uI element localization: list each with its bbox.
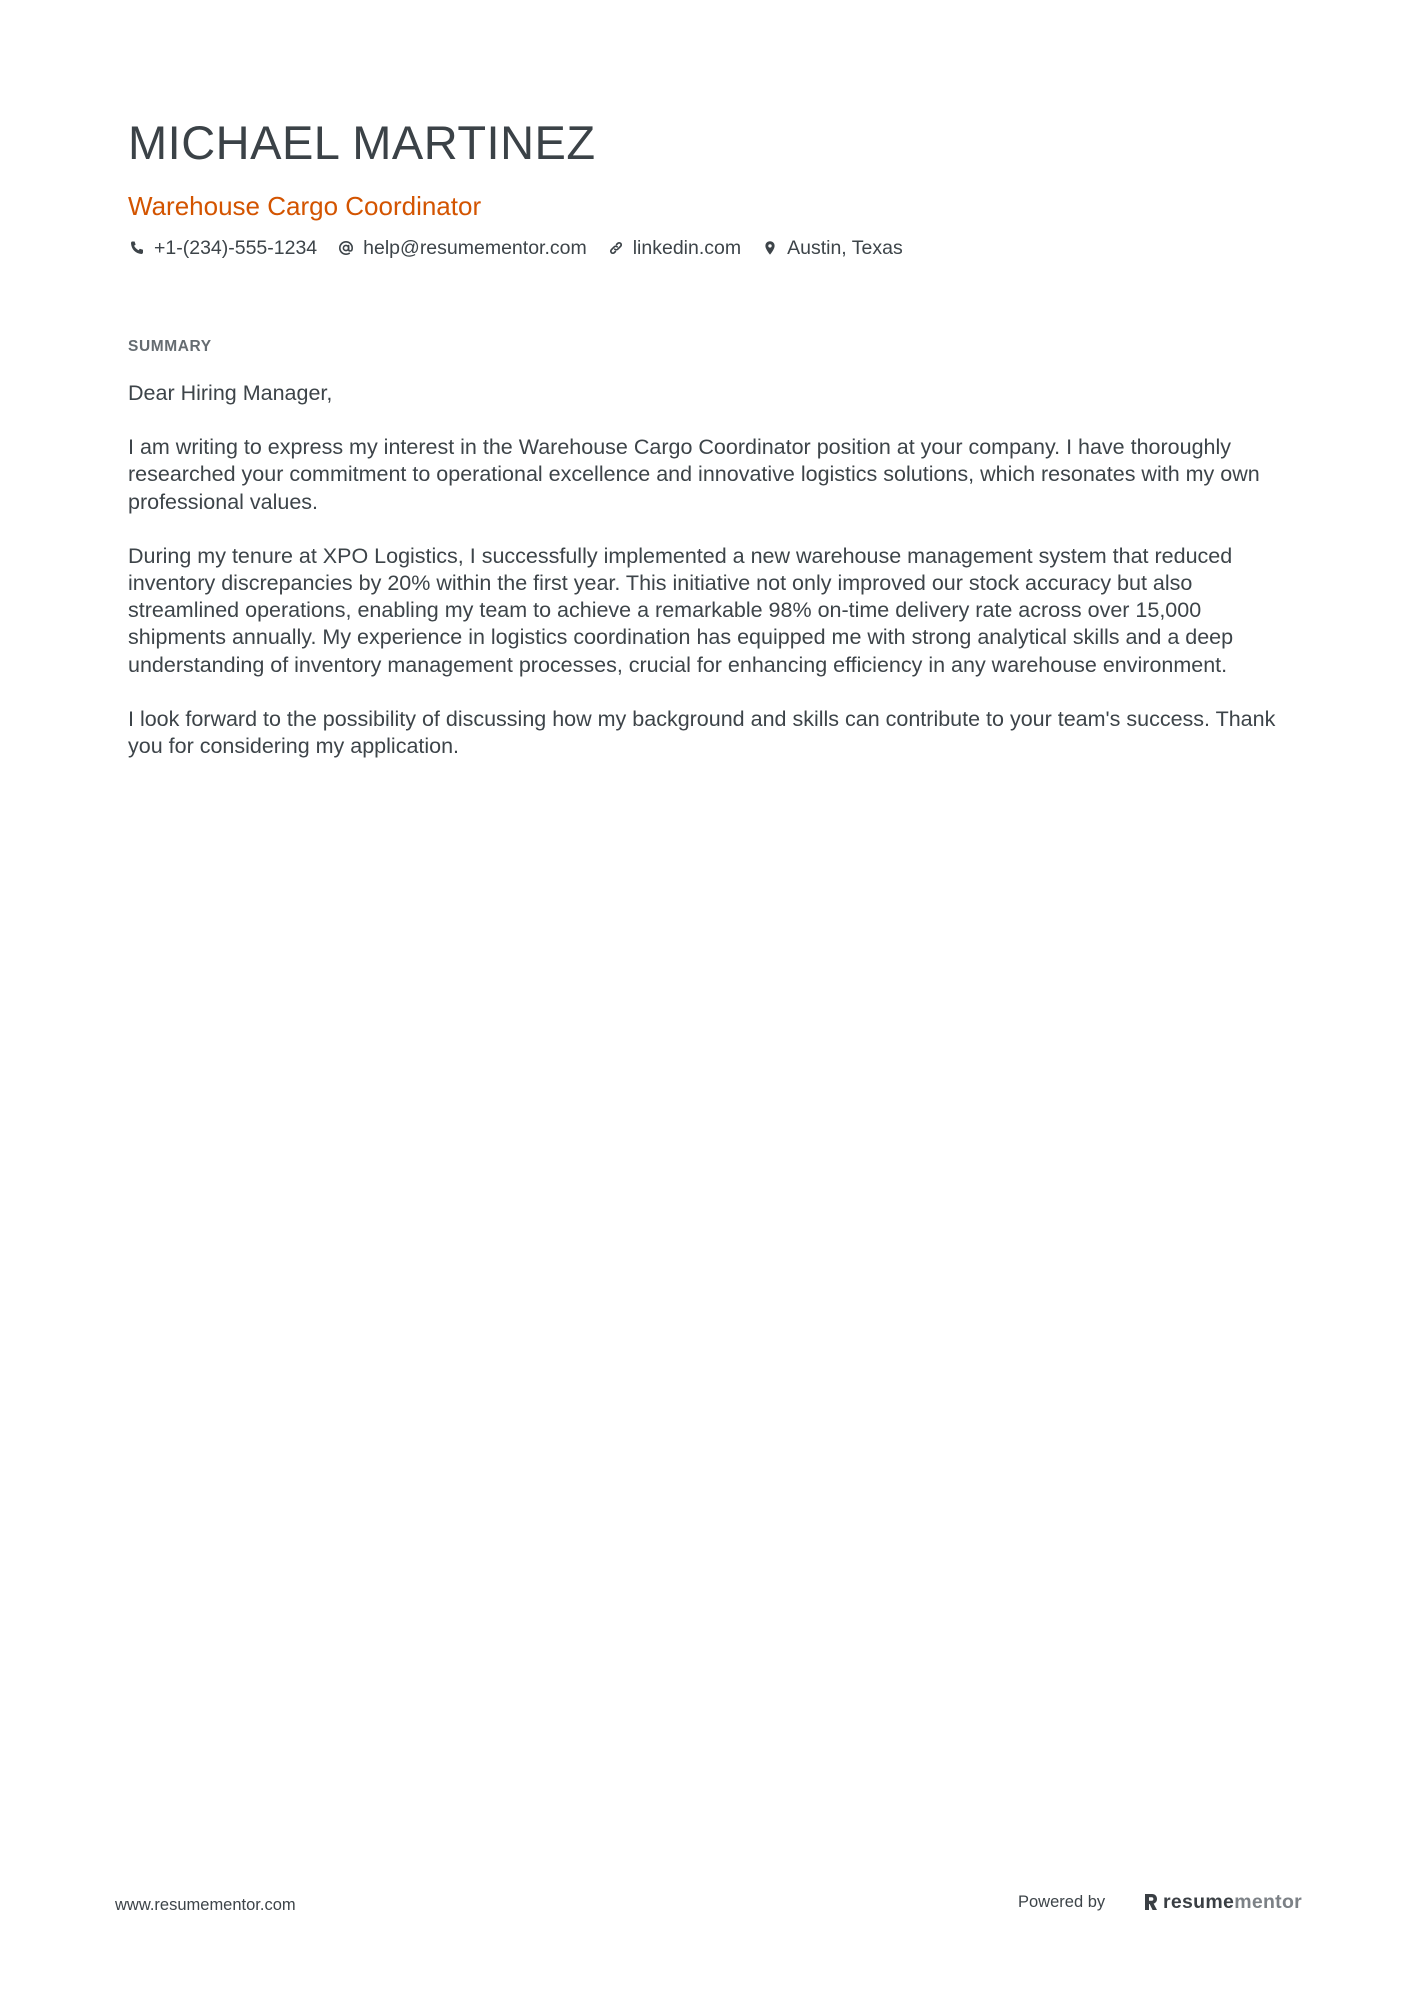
summary-section [128, 336, 1288, 787]
letter-paragraph: I look forward to the possibility of discussing how my background and skills can contribute to your team's success. Thank you for considering my application. [128, 706, 1276, 759]
contact-linkedin-text[interactable]: linkedin.com [632, 237, 742, 259]
footer-website-link[interactable]: www.resumementor.com [115, 1896, 296, 1914]
brand-wordmark-light: mentor [1234, 1891, 1303, 1913]
contact-phone-text: +1-(234)-555-1234 [154, 237, 318, 259]
section-title: SUMMARY [128, 338, 212, 355]
link-icon [607, 239, 625, 257]
brand-logo[interactable] [1143, 1889, 1302, 1915]
brand-wordmark [1163, 1890, 1302, 1914]
phone-icon [128, 239, 146, 257]
location-pin-icon [761, 239, 779, 257]
letter-paragraph: During my tenure at XPO Logistics, I successfully implemented a new warehouse management system that reduced inventory discrepancies by 20% within the first year. This initiative not only improved our stock accuracy but also streamlined operations, enabling my team to achieve a remarkable 98% on-time delivery rate across over 15,000 shipments annually. My experience in logistics coordination has equipped me with strong analytical skills and a deep understanding of inventory management processes, crucial for enhancing efficiency in any warehouse environment. [128, 543, 1234, 677]
contact-location-text: Austin, Texas [787, 237, 903, 259]
contact-email-text[interactable]: help@resumementor.com [363, 237, 587, 259]
powered-by-label: Powered by [1018, 1893, 1106, 1911]
salutation: Dear Hiring Manager, [128, 381, 333, 405]
at-icon [337, 239, 355, 257]
letter-paragraph: I am writing to express my interest in the Warehouse Cargo Coordinator position at your company. I have thoroughly researched your commitment to operational excellence and innovative logistics solutions, which resonates with my own professional values. [128, 435, 1260, 514]
contact-phone [128, 234, 317, 262]
contact-email[interactable] [337, 234, 587, 262]
contact-location [761, 234, 903, 262]
resumementor-logo-icon [1143, 1892, 1159, 1912]
contact-bar [128, 234, 1288, 262]
footer [0, 1880, 1410, 1920]
candidate-name: MICHAEL MARTINEZ [128, 116, 596, 169]
contact-linkedin[interactable] [607, 234, 741, 262]
job-title: Warehouse Cargo Coordinator [128, 191, 482, 221]
header [128, 112, 1288, 262]
letter-body [128, 380, 1288, 760]
brand-wordmark-bold: resume [1163, 1891, 1235, 1913]
